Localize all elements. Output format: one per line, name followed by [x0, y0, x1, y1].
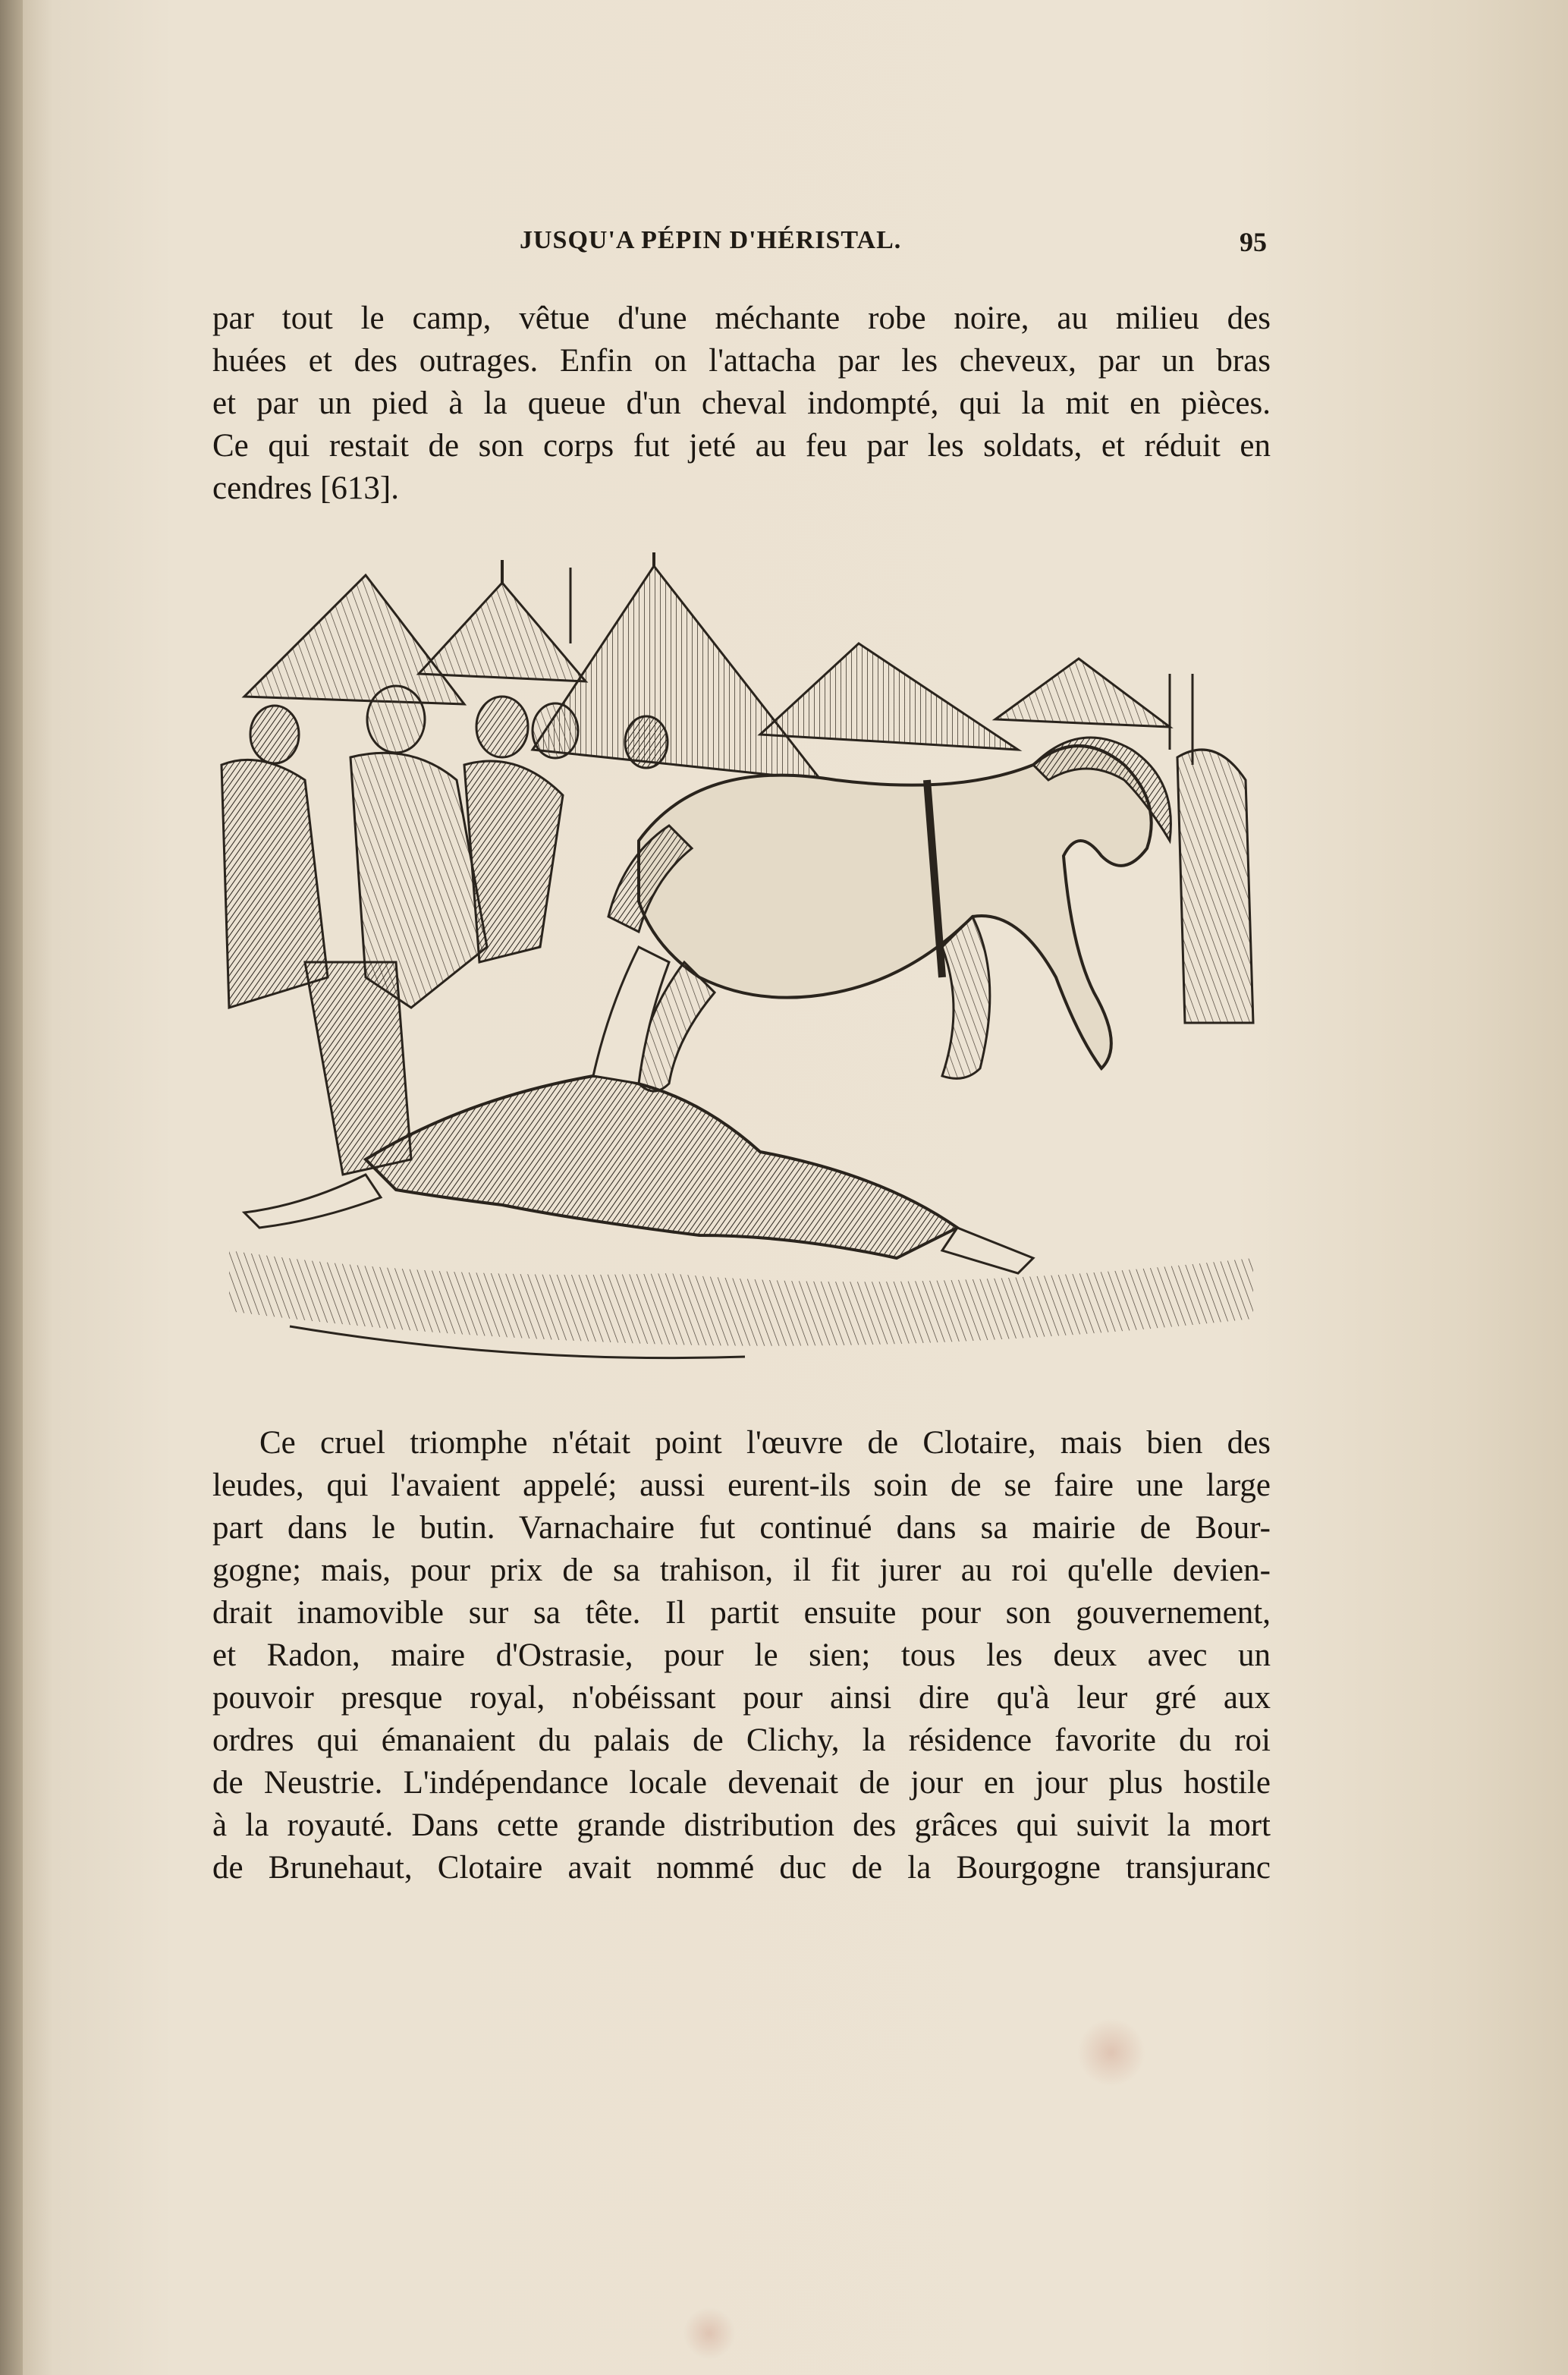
running-title: JUSQU'A PÉPIN D'HÉRISTAL. [520, 226, 902, 254]
paragraph-2 [212, 1422, 1271, 1889]
text-line: drait inamovible sur sa tête. Il partit ensuite pour son gouvernement, [212, 1595, 1271, 1631]
text-line: et par un pied à la queue d'un cheval indompté, qui la mit en pièces. [212, 385, 1271, 421]
text-line: pouvoir presque royal, n'obéissant pour ainsi dire qu'à leur gré aux [212, 1680, 1271, 1716]
paragraph-1 [212, 297, 1271, 510]
foxing-stain [1077, 2018, 1145, 2087]
text-line: huées et des outrages. Enfin on l'attacha par les cheveux, par un bras [212, 343, 1271, 379]
engraving-illustration [214, 552, 1271, 1372]
text-line: gogne; mais, pour prix de sa trahison, il fit jurer au roi qu'elle devien- [212, 1552, 1271, 1588]
text-line: cendres [613]. [212, 470, 399, 506]
text-line: à la royauté. Dans cette grande distribution des grâces qui suivit la mort [212, 1807, 1271, 1843]
text-line: ordres qui émanaient du palais de Clichy, la résidence favorite du roi [212, 1722, 1271, 1758]
book-gutter [0, 0, 23, 2375]
text-line: Ce qui restait de son corps fut jeté au feu par les soldats, et réduit en [212, 428, 1271, 464]
page-header [212, 226, 1267, 272]
text-line: de Brunehaut, Clotaire avait nommé duc de la Bourgogne transjuranc [212, 1850, 1271, 1886]
ground [229, 1250, 1253, 1358]
text-line: part dans le butin. Varnachaire fut continué dans sa mairie de Bour- [212, 1510, 1271, 1546]
page-number: 95 [1240, 227, 1267, 257]
text-line: leudes, qui l'avaient appelé; aussi eurent-ils soin de se faire une large [212, 1467, 1271, 1503]
text-line: et Radon, maire d'Ostrasie, pour le sien; tous les deux avec un [212, 1637, 1271, 1673]
rearing-horse [608, 738, 1171, 1091]
foxing-stain [683, 2307, 736, 2360]
text-line: Ce cruel triomphe n'était point l'œuvre de Clotaire, mais bien des [259, 1425, 1271, 1461]
text-line: de Neustrie. L'indépendance locale devenait de jour en jour plus hostile [212, 1765, 1271, 1801]
text-line: par tout le camp, vêtue d'une méchante robe noire, au milieu des [212, 300, 1271, 336]
